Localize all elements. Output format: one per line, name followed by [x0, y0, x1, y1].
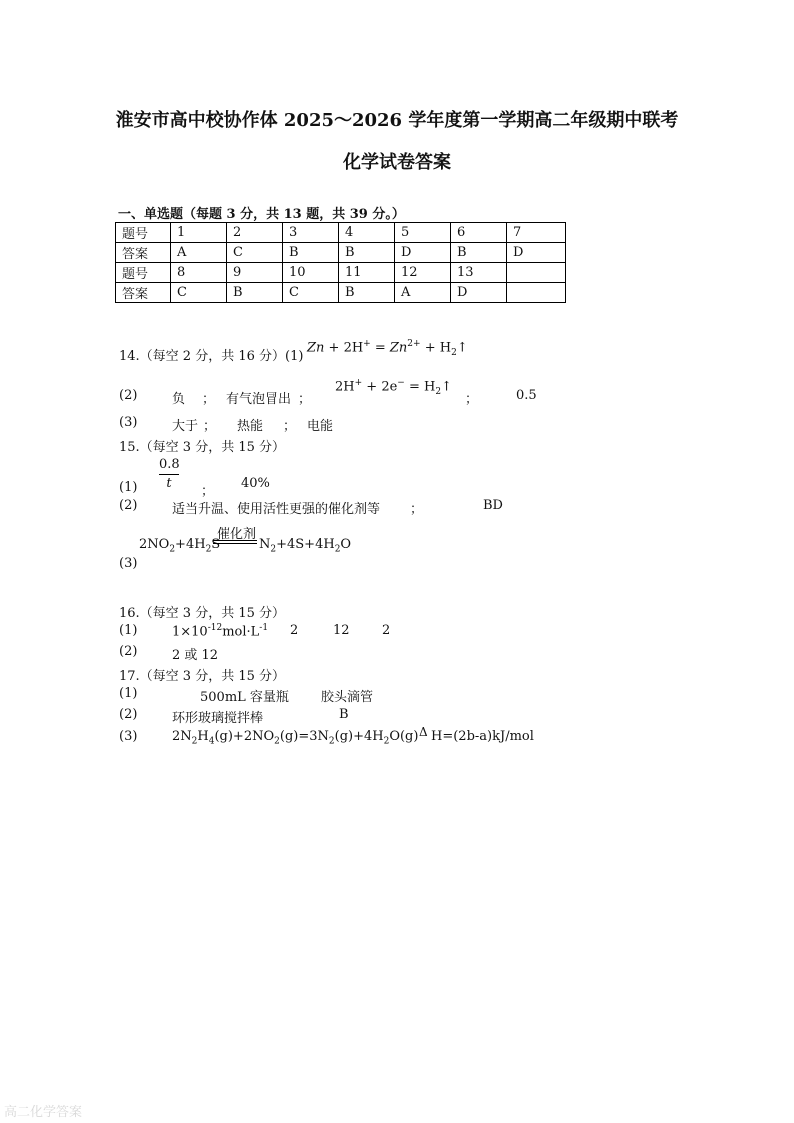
- table-cell: 7: [507, 223, 566, 243]
- q15-p3-reactants: $2NO_2+4H_2S$: [139, 537, 221, 555]
- table-cell: 8: [171, 263, 227, 283]
- q14-heading: 14.（每空 2 分，共 16 分）(1): [119, 349, 304, 364]
- q17-p2-label: (2): [119, 707, 138, 722]
- q17-p1-answer-a: 500mL 容量瓶: [200, 690, 289, 705]
- q17-p3-enthalpy: H=(2b-a)kJ/mol: [431, 729, 534, 744]
- document-subtitle: 化学试卷答案: [343, 152, 451, 173]
- table-cell: 1: [171, 223, 227, 243]
- equals-line-top: [213, 540, 257, 541]
- q14-p3-answer-b: 热能: [237, 419, 264, 434]
- q16-p1-answer-b: 2: [290, 623, 299, 638]
- q17-p2-answer-a: 环形玻璃搅拌棒: [172, 711, 264, 726]
- table-cell: C: [283, 283, 339, 303]
- table-row-header: 题号: [116, 263, 171, 283]
- table-row: [116, 223, 566, 243]
- table-cell: [507, 263, 566, 283]
- table-cell: D: [395, 243, 451, 263]
- q14-p2-answer-a: 负: [172, 392, 186, 407]
- q16-p1-label: (1): [119, 623, 138, 638]
- q15-p1-answer-b: 40%: [241, 476, 270, 491]
- table-cell: B: [339, 283, 395, 303]
- q16-p2-answer-a: 2 或 12: [172, 648, 219, 663]
- table-cell: 10: [283, 263, 339, 283]
- q14-p3-answer-c: 电能: [307, 419, 334, 434]
- q17-p1-answer-b: 胶头滴管: [321, 690, 374, 705]
- table-cell: B: [451, 243, 507, 263]
- answer-table: [115, 222, 566, 303]
- q16-p2-label: (2): [119, 644, 138, 659]
- table-cell: A: [395, 283, 451, 303]
- table-cell: B: [283, 243, 339, 263]
- table-cell: B: [227, 283, 283, 303]
- q15-p2-answer-b: BD: [483, 498, 503, 513]
- table-cell: 5: [395, 223, 451, 243]
- footer-watermark: 高二化学答案: [4, 1105, 83, 1120]
- document-title: 淮安市高中校协作体 2025～2026 学年度第一学期高二年级期中联考: [115, 110, 679, 131]
- table-row: [116, 283, 566, 303]
- table-cell: C: [171, 283, 227, 303]
- q14-p3-label: (3): [119, 415, 138, 430]
- q17-p3-equation: $2N_2H_4(g)+2NO_2(g)=3N_2(g)+4H_2O(g)$: [172, 729, 419, 747]
- table-cell: 13: [451, 263, 507, 283]
- table-cell: 6: [451, 223, 507, 243]
- q16-p1-answer-c: 12: [333, 623, 350, 638]
- table-cell: 9: [227, 263, 283, 283]
- table-cell: [507, 283, 566, 303]
- table-cell: 4: [339, 223, 395, 243]
- q14-p3-answer-a: 大于: [172, 419, 199, 434]
- gas-arrow-icon: ↑: [456, 340, 468, 356]
- equals-line-bottom: [213, 543, 257, 544]
- q15-heading: 15.（每空 3 分，共 15 分）: [119, 440, 286, 455]
- q17-p2-answer-b: B: [339, 707, 349, 722]
- table-cell: 3: [283, 223, 339, 243]
- table-cell: 11: [339, 263, 395, 283]
- q14-p2-equation: $2H^+ + 2e^- = H_2↑$: [335, 378, 452, 397]
- table-cell: B: [339, 243, 395, 263]
- q14-equation-1: $Zn + 2H^+ = Zn^{2+}$ + $H_2↑$: [307, 339, 468, 358]
- table-row: [116, 243, 566, 263]
- q15-p2-answer-a: 适当升温、使用活性更强的催化剂等: [172, 502, 381, 517]
- q14-p2-answer-b: 有气泡冒出: [226, 392, 292, 407]
- q15-p3-label: (3): [119, 556, 138, 571]
- gas-arrow-icon: ↑: [441, 379, 452, 395]
- fraction-bar: [159, 474, 179, 475]
- table-row: [116, 263, 566, 283]
- q17-p1-label: (1): [119, 686, 138, 701]
- q16-p1-answer-a: $1\times 10^{-12}mol\cdot L^{-1}$: [172, 623, 269, 640]
- q15-p1-label: (1): [119, 480, 138, 495]
- catalyst-label: 催化剂: [217, 527, 257, 542]
- q14-p2-answer-d: 0.5: [516, 388, 537, 403]
- q15-p2-label: (2): [119, 498, 138, 513]
- q17-heading: 17.（每空 3 分，共 15 分）: [119, 669, 286, 684]
- table-row-header: 题号: [116, 223, 171, 243]
- q16-p1-answer-d: 2: [382, 623, 391, 638]
- q14-p2-label: (2): [119, 388, 138, 403]
- table-cell: A: [171, 243, 227, 263]
- q15-p3-catalyst-sign: [213, 523, 259, 547]
- table-cell: D: [451, 283, 507, 303]
- section1-heading: 一、单选题（每题 3 分，共 13 题，共 39 分。）: [118, 207, 405, 222]
- table-cell: C: [227, 243, 283, 263]
- table-row-header: 答案: [116, 243, 171, 263]
- table-cell: 2: [227, 223, 283, 243]
- table-row-header: 答案: [116, 283, 171, 303]
- table-cell: 12: [395, 263, 451, 283]
- q15-p3-products: $N_2+4S+4H_2O$: [259, 537, 352, 555]
- q14-eq1-zn: Zn: [307, 340, 325, 356]
- q16-heading: 16.（每空 3 分，共 15 分）: [119, 606, 286, 621]
- q17-p3-label: (3): [119, 729, 138, 744]
- delta-symbol: Δ: [419, 725, 428, 739]
- q15-p1-fraction: 0.8 t: [159, 457, 180, 491]
- table-cell: D: [507, 243, 566, 263]
